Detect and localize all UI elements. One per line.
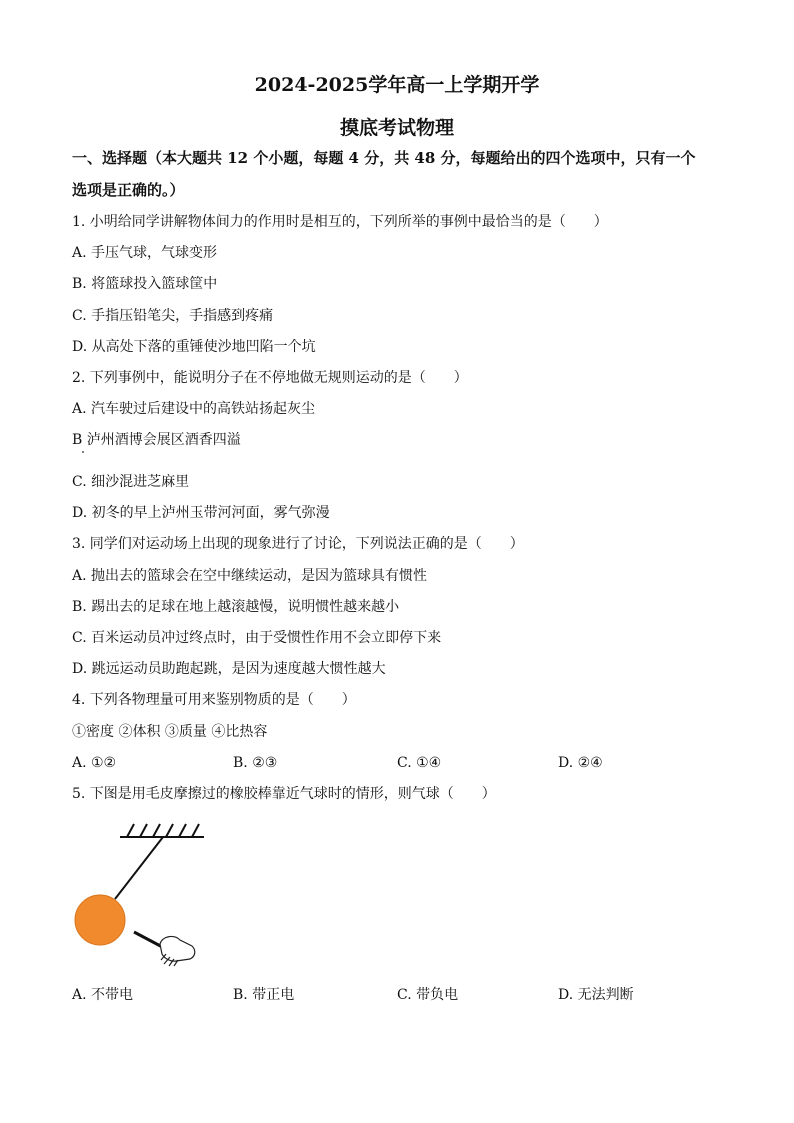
exam-title-line2: 摸底考试物理 [339,117,454,139]
question-3-option-d: D. 跳远运动员助跑起跳，是因为速度越大惯性越大 [72,661,386,677]
question-5-option-d: D. 无法判断 [558,987,634,1003]
question-5-option-b: B. 带正电 [233,987,295,1003]
question-5-stem: 5. 下图是用毛皮摩擦过的橡胶棒靠近气球时的情形，则气球（ ） [72,786,496,802]
question-3-option-a: A. 抛出去的篮球会在空中继续运动，是因为篮球具有惯性 [72,568,428,584]
question-4-option-b: B. ②③ [233,755,278,771]
question-4-option-a: A. ①② [72,755,117,771]
stray-dot-mark [82,451,84,453]
question-2-option-d: D. 初冬的早上泸州玉带河河面，雾气弥漫 [72,505,330,521]
question-3-stem: 3. 同学们对运动场上出现的现象进行了讨论，下列说法正确的是（ ） [72,536,524,552]
balloon-icon [75,895,125,945]
hand-icon [160,937,195,966]
question-2-stem: 2. 下列事例中，能说明分子在不停地做无规则运动的是（ ） [72,370,468,386]
string-icon [115,837,163,899]
question-1-option-c: C. 手指压铅笔尖，手指感到疼痛 [72,308,274,324]
question-1-option-b: B. 将篮球投入篮球筐中 [72,276,218,292]
question-4-option-d: D. ②④ [558,755,603,771]
question-5-option-c: C. 带负电 [397,987,459,1003]
question-3-option-c: C. 百米运动员冲过终点时，由于受惯性作用不会立即停下来 [72,630,442,646]
section-heading-line2: 选项是正确的。） [72,181,185,199]
section-heading-line1: 一、选择题（本大题共 12 个小题，每题 4 分，共 48 分，每题给出的四个选项中，只有一个 [72,149,696,167]
ceiling-hatch-icon [120,824,204,837]
question-2-option-c: C. 细沙混进芝麻里 [72,474,190,490]
balloon-figure [66,818,206,973]
question-1-stem: 1. 小明给同学讲解物体间力的作用时是相互的，下列所举的事例中最恰当的是（ ） [72,214,608,230]
question-1-option-a: A. 手压气球，气球变形 [72,245,218,261]
question-1-option-d: D. 从高处下落的重锤使沙地凹陷一个坑 [72,339,316,355]
question-3-option-b: B. 踢出去的足球在地上越滚越慢，说明惯性越来越小 [72,599,400,615]
question-2-option-b: B 泸州酒博会展区酒香四溢 [72,432,241,448]
exam-title-line1: 2024-2025学年高一上学期开学 [254,74,540,96]
question-5-option-a: A. 不带电 [72,987,134,1003]
question-4-option-c: C. ①④ [397,755,442,771]
question-4-subitems: ①密度 ②体积 ③质量 ④比热容 [72,724,268,740]
question-4-stem: 4. 下列各物理量可用来鉴别物质的是（ ） [72,692,356,708]
question-2-option-a: A. 汽车驶过后建设中的高铁站扬起灰尘 [72,401,316,417]
